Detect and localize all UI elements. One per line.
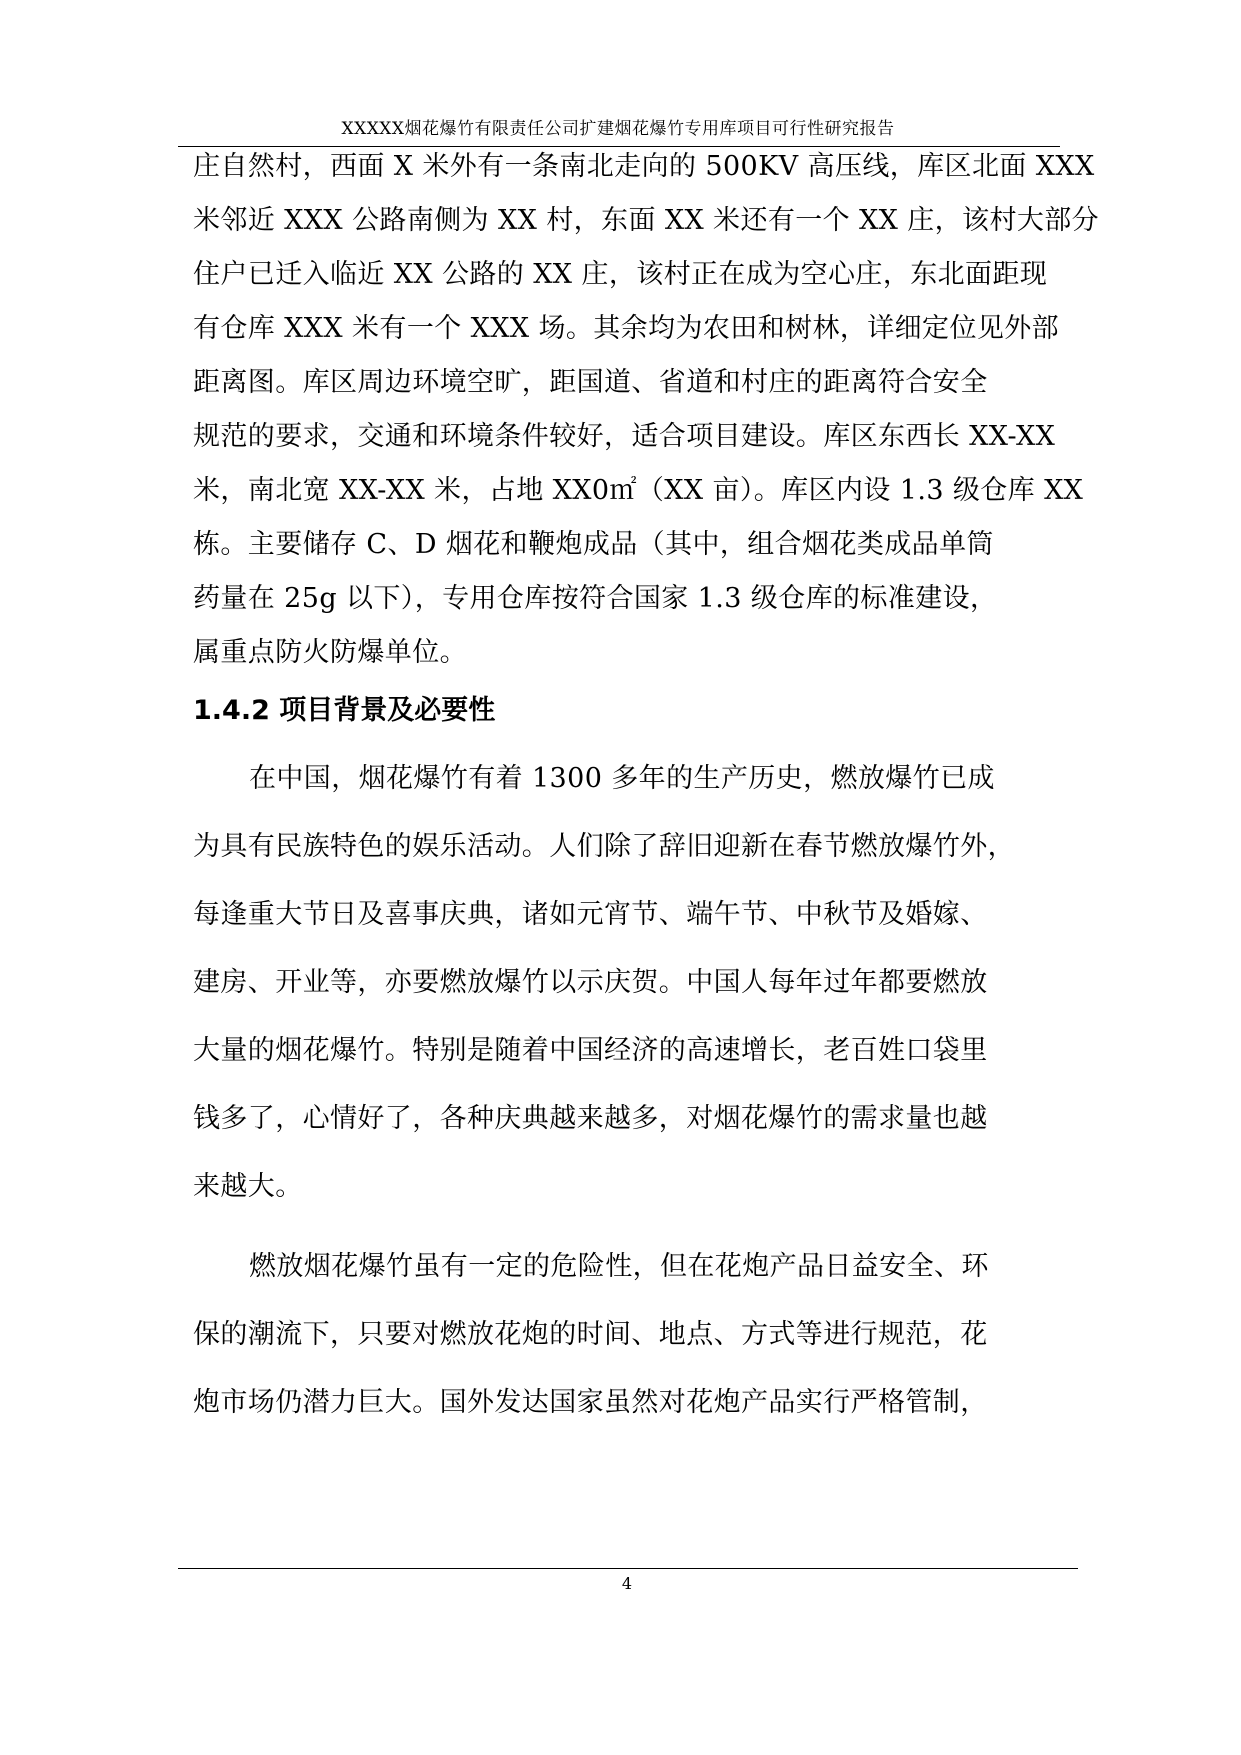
header-divider <box>178 146 1060 147</box>
paragraph-line: 建房、开业等，亦要燃放爆竹以示庆贺。中国人每年过年都要燃放 <box>193 967 988 998</box>
paragraph-line: 燃放烟花爆竹虽有一定的危险性，但在花炮产品日益安全、环 <box>249 1251 989 1282</box>
footer-divider <box>178 1568 1078 1569</box>
page-number: 4 <box>621 1574 633 1593</box>
paragraph-line: 规范的要求，交通和环境条件较好，适合项目建设。库区东西长 XX-XX <box>193 421 1056 452</box>
paragraph-line: 保的潮流下，只要对燃放花炮的时间、地点、方式等进行规范，花 <box>193 1319 988 1350</box>
paragraph-line: 住户已迁入临近 XX 公路的 XX 庄，该村正在成为空心庄，东北面距现 <box>193 259 1048 290</box>
section-heading: 1.4.2 项目背景及必要性 <box>193 695 496 726</box>
paragraph-line: 距离图。库区周边环境空旷，距国道、省道和村庄的距离符合安全 <box>193 367 988 398</box>
paragraph-line: 每逢重大节日及喜事庆典，诸如元宵节、端午节、中秋节及婚嫁、 <box>193 899 988 930</box>
paragraph-line: 为具有民族特色的娱乐活动。人们除了辞旧迎新在春节燃放爆竹外， <box>193 831 1015 862</box>
paragraph-line: 米邻近 XXX 公路南侧为 XX 村，东面 XX 米还有一个 XX 庄，该村大部分 <box>193 205 1100 236</box>
paragraph-line: 炮市场仍潜力巨大。国外发达国家虽然对花炮产品实行严格管制， <box>193 1387 988 1418</box>
paragraph-line: 大量的烟花爆竹。特别是随着中国经济的高速增长，老百姓口袋里 <box>193 1035 988 1066</box>
paragraph-line: 来越大。 <box>193 1171 303 1202</box>
paragraph-line: 庄自然村，西面 X 米外有一条南北走向的 500KV 高压线，库区北面 XXX <box>193 151 1095 182</box>
paragraph-line: 在中国，烟花爆竹有着 1300 多年的生产历史，燃放爆竹已成 <box>249 763 995 794</box>
paragraph-line: 属重点防火防爆单位。 <box>193 637 467 668</box>
paragraph-line: 钱多了，心情好了，各种庆典越来越多，对烟花爆竹的需求量也越 <box>193 1103 988 1134</box>
paragraph-line: 药量在 25g 以下），专用仓库按符合国家 1.3 级仓库的标准建设， <box>193 583 998 614</box>
paragraph-line: 栋。主要储存 C、D 烟花和鞭炮成品（其中，组合烟花类成品单筒 <box>193 529 994 560</box>
paragraph-line: 有仓库 XXX 米有一个 XXX 场。其余均为农田和树林，详细定位见外部 <box>193 313 1060 344</box>
header-title: XXXXX烟花爆竹有限责任公司扩建烟花爆竹专用库项目可行性研究报告 <box>341 119 895 139</box>
paragraph-line: 米，南北宽 XX-XX 米，占地 XX0㎡（XX 亩）。库区内设 1.3 级仓库 XX <box>193 475 1084 506</box>
